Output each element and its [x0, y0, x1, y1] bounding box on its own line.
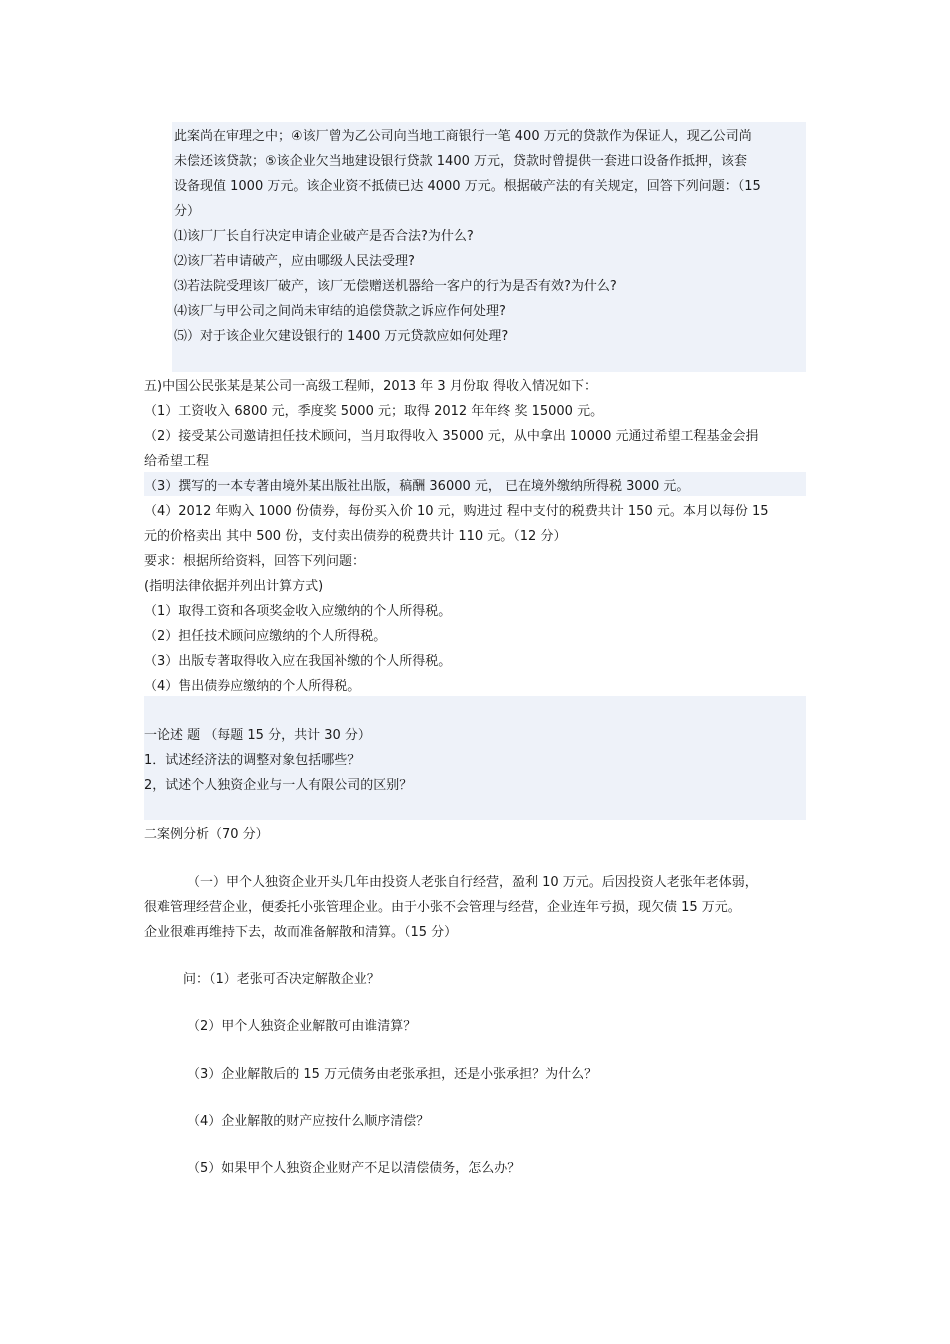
b1-line-1: 此案尚在审理之中；④该厂曾为乙公司向当地工商银行一笔 400 万元的贷款作为保证人，现乙公司尚	[174, 129, 752, 144]
b2-line-10: （1）取得工资和各项奖金收入应缴纳的个人所得税。	[144, 604, 452, 619]
b1-line-4: 分）	[174, 204, 201, 219]
b2-line-8: 要求：根据所给资料，回答下列问题：	[144, 554, 366, 569]
b2-line-7: 元的价格卖出 其中 500 份，支付卖出债券的税费共计 110 元。（12 分）	[144, 529, 567, 544]
b2-line-6: （4）2012 年购入 1000 份债券，每份买入价 10 元，购进过 程中支付的税费共计 150 元。本月以每份 15	[144, 504, 769, 519]
b4-question-5: （5）如果甲个人独资企业财产不足以清偿债务，怎么办？	[187, 1161, 521, 1176]
b4-para-2: 很难管理经营企业，便委托小张管理企业。由于小张不会管理与经营，企业连年亏损，现欠债 15 万元。	[144, 900, 741, 915]
b4-heading: 二案例分析（70 分）	[144, 827, 269, 842]
b1-line-2: 未偿还该贷款；⑤该企业欠当地建设银行贷款 1400 万元，贷款时曾提供一套进口设备作抵押，该套	[174, 154, 748, 169]
b4-para-3: 企业很难再维持下去，故而准备解散和清算。（15 分）	[144, 925, 458, 940]
b2-line-3: （2）接受某公司邀请担任技术顾问，当月取得收入 35000 元，从中拿出 10000 元通过希望工程基金会捐	[144, 429, 759, 444]
b4-question-1: 问：（1）老张可否决定解散企业？	[183, 972, 380, 987]
b2-line-11: （2）担任技术顾问应缴纳的个人所得税。	[144, 629, 387, 644]
b1-line-3: 设备现值 1000 万元。该企业资不抵债已达 4000 万元。根据破产法的有关规定，回答下列问题：（15	[174, 179, 761, 194]
b2-line-12: （3）出版专著取得收入应在我国补缴的个人所得税。	[144, 654, 452, 669]
b1-question-4: ⑷该厂与甲公司之间尚未审结的追偿贷款之诉应作何处理?	[174, 304, 506, 319]
b4-question-3: （3）企业解散后的 15 万元债务由老张承担，还是小张承担？为什么？	[187, 1067, 598, 1082]
b1-question-5: ⑸）对于该企业欠建设银行的 1400 万元贷款应如何处理?	[174, 329, 509, 344]
b3-line-2: 1．试述经济法的调整对象包括哪些？	[144, 753, 361, 768]
b4-para-1: （一）甲个人独资企业开头几年由投资人老张自行经营，盈利 10 万元。后因投资人老张年老体弱，	[187, 875, 758, 890]
b1-question-3: ⑶若法院受理该厂破产，该厂无偿赠送机器给一客户的行为是否有效?为什么?	[174, 279, 617, 294]
b2-line-5: （3）撰写的一本专著由境外某出版社出版，稿酬 36000 元， 已在境外缴纳所得税 3000 元。	[144, 479, 690, 494]
b4-question-2: （2）甲个人独资企业解散可由谁清算？	[187, 1019, 417, 1034]
b2-line-1: 五)中国公民张某是某公司一高级工程师，2013 年 3 月份取 得收入情况如下：	[144, 379, 597, 394]
b2-line-13: （4）售出债券应缴纳的个人所得税。	[144, 679, 361, 694]
b3-heading: 一论述 题 （每题 15 分，共计 30 分）	[144, 728, 371, 743]
b3-line-3: 2，试述个人独资企业与一人有限公司的区别？	[144, 778, 413, 793]
b4-question-4: （4）企业解散的财产应按什么顺序清偿？	[187, 1114, 430, 1129]
b2-line-9: (指明法律依据并列出计算方式)	[144, 579, 324, 594]
b1-question-2: ⑵该厂若申请破产，应由哪级人民法受理?	[174, 254, 415, 269]
b2-line-4: 给希望工程	[144, 454, 210, 469]
b2-line-2: （1）工资收入 6800 元，季度奖 5000 元；取得 2012 年年终 奖 15000 元。	[144, 404, 604, 419]
b1-question-1: ⑴该厂厂长自行决定申请企业破产是否合法?为什么?	[174, 229, 474, 244]
